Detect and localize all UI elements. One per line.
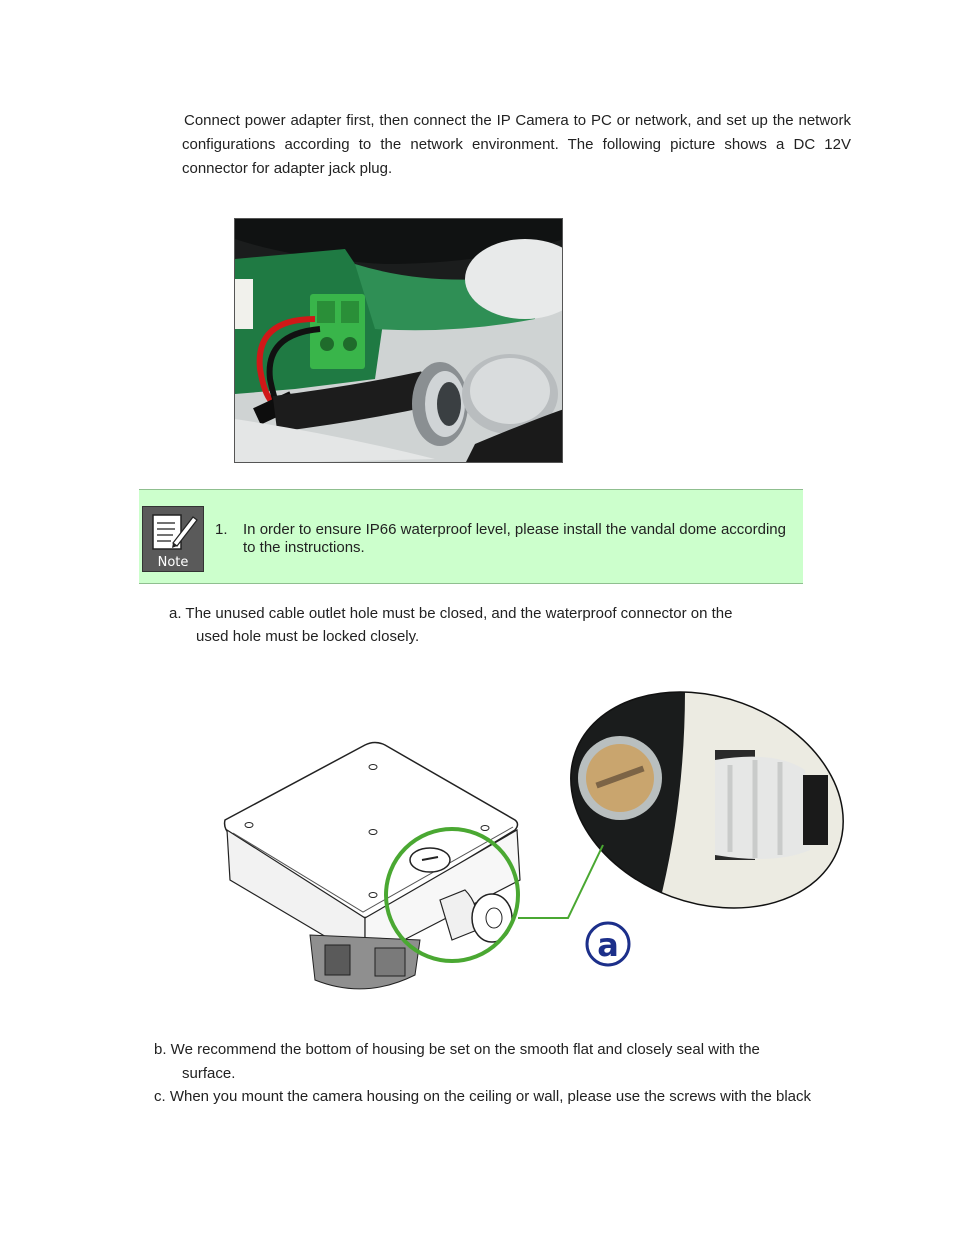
housing-illustration [215,690,845,1010]
dc-connector-photo [234,218,563,463]
dc-connector-illustration [235,219,563,463]
note-box [139,489,803,584]
step-b-line2: surface. [182,1064,236,1082]
note-icon [142,506,204,572]
step-a [169,602,769,648]
step-a-line1: a. The unused cable outlet hole must be closed, and the waterproof connector on the [169,605,733,622]
step-b-line1: b. We recommend the bottom of housing be set on the smooth flat and closely seal with the [154,1041,760,1058]
notepad-pen-icon [143,509,203,555]
housing-diagram [215,690,845,1010]
note-item-text: In order to ensure IP66 waterproof level, please install the vandal dome according to the instructions. [243,521,786,556]
note-icon-label: Note [157,555,189,570]
step-a-line2: used hole must be locked closely. [196,628,420,645]
note-item-number: 1. [215,521,228,538]
intro-paragraph: Connect power adapter first, then connect the IP Camera to PC or network, and set up the network configurations according to the network environment. The following picture shows a DC 12V connector for adapter jack plug. [182,112,851,177]
step-c-line1: c. When you mount the camera housing on the ceiling or wall, please use the screws with the black [154,1088,812,1105]
callout-letter: a [597,926,619,964]
step-b-c [154,1038,854,1109]
